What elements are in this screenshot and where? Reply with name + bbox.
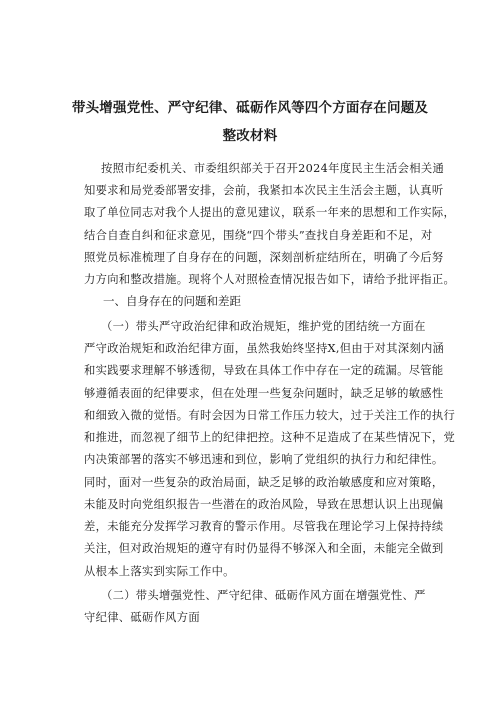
intro-line: 结合自查自纠和征求意见，围绕“四个带头”查找自身差距和不足，对 [84, 229, 433, 242]
body-line: 关注，但对政治规矩的遵守有时仍显得不够深入和全面，未能完全做到 [84, 542, 444, 555]
body-line: 严守政治规矩和政治纪律方面，虽然我始终坚持X,但由于对其深刻内涵 [84, 342, 445, 355]
body-line: （一）带头严守政治纪律和政治规矩，维护党的团结统一方面在 [101, 320, 426, 333]
body-line: 和细致入微的觉悟。有时会因为日常工作压力较大，过于关注工作的执行 [84, 409, 456, 422]
intro-line: 力方向和整改措施。现将个人对照检查情况报告如下，请给予批评指正。 [84, 273, 456, 286]
body-line: 同时，面对一些复杂的政治局面，缺乏足够的政治敏感度和应对策略， [84, 476, 444, 489]
section-heading: 一、自身存在的问题和差距 [103, 294, 241, 308]
body-line: 守纪律、砥砺作风方面 [84, 611, 200, 624]
body-line: （二）带头增强党性、严守纪律、砥砺作风方面在增强党性、严 [101, 589, 426, 602]
intro-line: 取了单位同志对我个人提出的意见建议，联系一年来的思想和工作实际， [84, 206, 456, 219]
intro-line: 知要求和局党委部署安排，会前，我紧扣本次民主生活会主题，认真听 [84, 184, 444, 197]
body-line: 够遵循表面的纪律要求，但在处理一些复杂问题时，缺乏足够的敏感性 [84, 387, 444, 400]
intro-line: 按照市纪委机关、市委组织部关于召开2024年度民主生活会相关通 [101, 162, 445, 175]
intro-line: 照党员标准梳理了自身存在的问题，深刻剖析症结所在，明确了今后努 [84, 251, 444, 264]
document-title-line-1: 带头增强党性、严守纪律、砥砺作风等四个方面存在问题及 [71, 100, 429, 116]
body-line: 和推进，而忽视了细节上的纪律把控。这种不足造成了在某些情况下，党 [84, 431, 456, 444]
body-line: 和实践要求理解不够透彻，导致在具体工作中存在一定的疏漏。尽管能 [84, 364, 444, 377]
document-title-line-2: 整改材料 [222, 128, 278, 144]
body-line: 从根本上落实到实际工作中。 [84, 565, 235, 578]
body-line: 差，未能充分发挥学习教育的警示作用。尽管我在理论学习上保持持续 [84, 520, 444, 533]
body-line: 未能及时向党组织报告一些潜在的政治风险，导致在思想认识上出现偏 [84, 498, 444, 511]
body-line: 内决策部署的落实不够迅速和到位，影响了党组织的执行力和纪律性。 [84, 453, 444, 466]
